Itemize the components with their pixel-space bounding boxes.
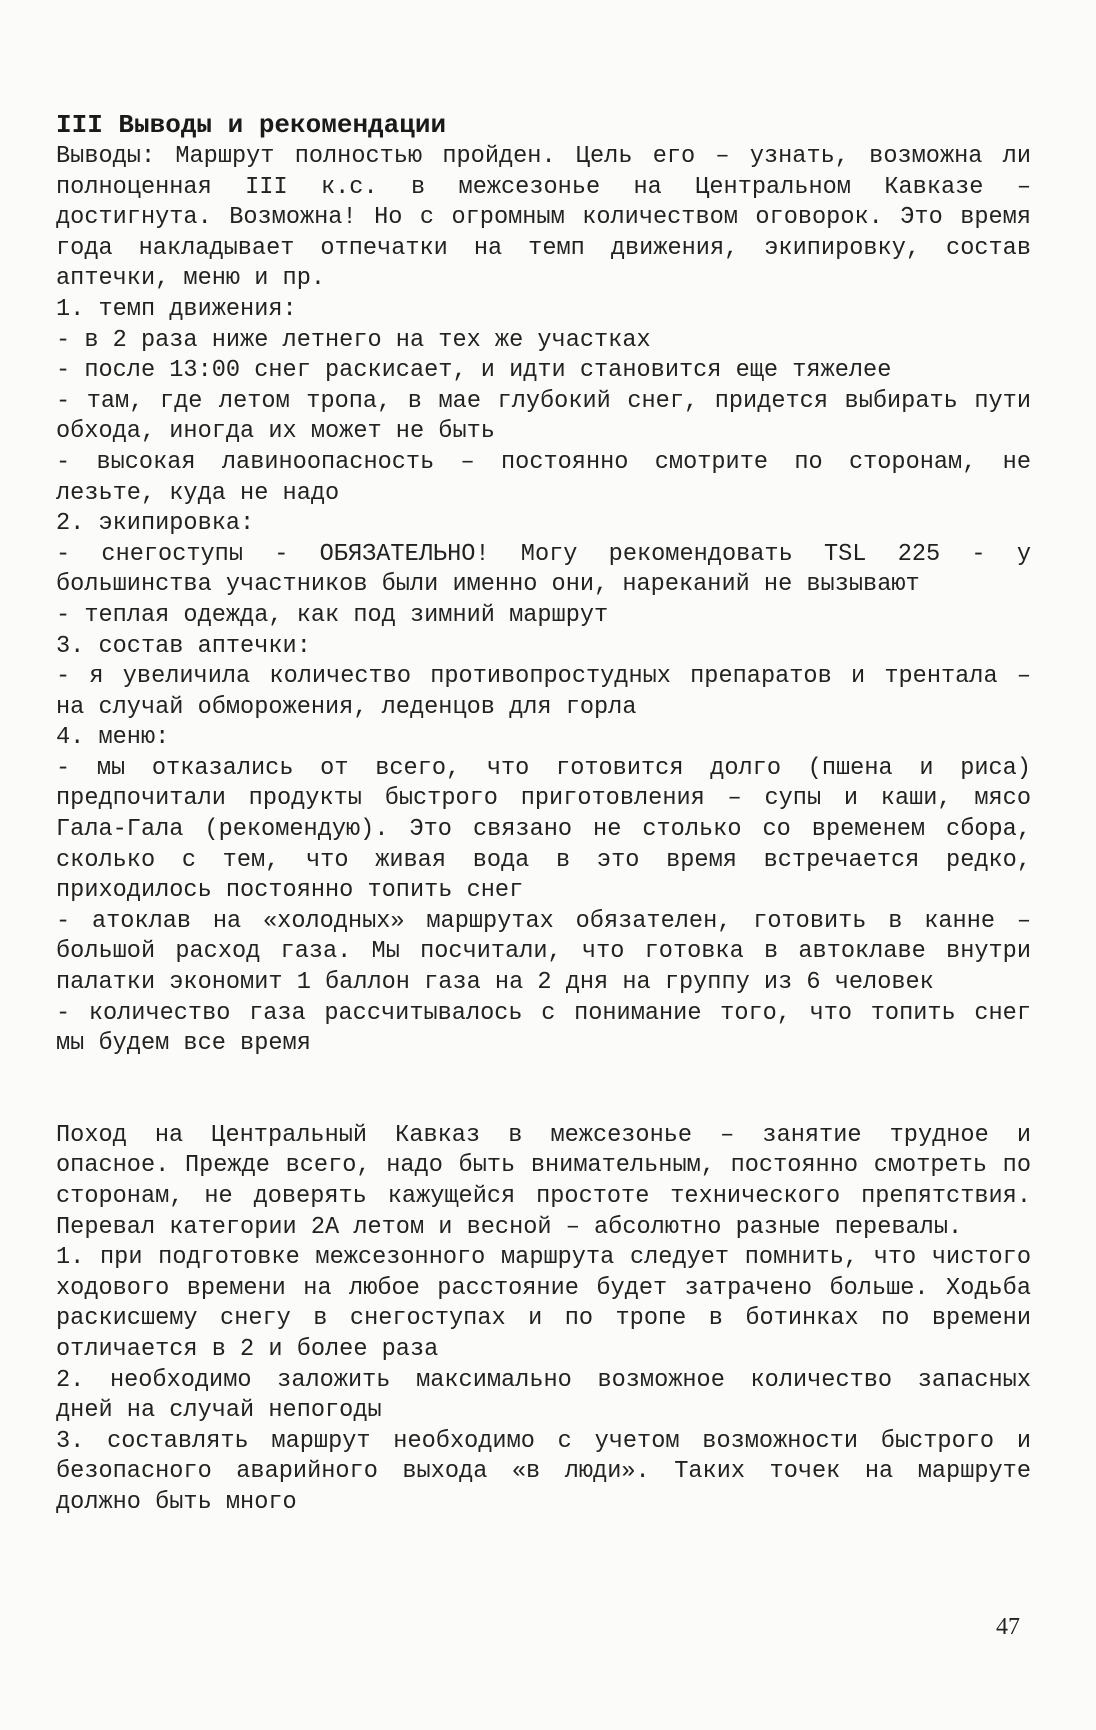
document-body	[56, 110, 1031, 1519]
list-item-avalanche: - высокая лавиноопасность – постоянно смотрите по сторонам, не лезьте, куда не надо	[56, 448, 1031, 507]
list-item-pace-snow: - после 13:00 снег раскисает, и идти становится еще тяжелее	[56, 357, 892, 385]
recommendation-item-1: 1. при подготовке межсезонного маршрута следует помнить, что чистого ходового времени на любое расстояние будет затрачено больше. Ходьба раскисшему снегу в снегоступах и по тропе в ботинках по времени отличается в 2 и более раза	[56, 1244, 1031, 1363]
list-item-menu-gas: - количество газа рассчитывалось с понимание того, что топить снег мы будем все время	[56, 999, 1031, 1058]
list-item-snowshoes: - снегоступы - ОБЯЗАТЕЛЬНО! Могу рекомендовать TSL 225 - у большинства участников были именно они, нареканий не вызывают	[56, 540, 1031, 599]
list-item-first-aid-detail: - я увеличила количество противопростудных препаратов и трентала – на случай обморожения, леденцов для горла	[56, 663, 1031, 721]
list-item-menu-fast-food: - мы отказались от всего, что готовится долго (пшена и риса) предпочитали продукты быстрого приготовления – супы и каши, мясо Гала-Гала (рекомендую). Это связано не столько со временем сбора, сколько с тем, что живая вода в это время встречается редко, приходилось постоянно топить снег	[56, 754, 1031, 905]
recommendations-paragraph: Поход на Центральный Кавказ в межсезонье – занятие трудное и опасное. Прежде всего, надо быть внимательным, постоянно смотреть по сторонам, не доверять кажущейся простоте технического препятствия. Перевал категории 2А летом и весной – абсолютно разные перевалы.	[56, 1121, 1031, 1241]
paragraph-gap	[56, 1060, 1031, 1121]
list-item-equipment: 2. экипировка:	[56, 510, 255, 538]
list-item-pace-deep-snow: - там, где летом тропа, в мае глубокий снег, придется выбирать пути обхода, иногда их может не быть	[56, 387, 1031, 446]
list-item-pace-half: - в 2 раза ниже летнего на тех же участках	[56, 326, 651, 354]
list-item-first-aid: 3. состав аптечки:	[56, 632, 311, 660]
list-item-menu: 4. меню:	[56, 724, 170, 752]
conclusions-paragraph: Выводы: Маршрут полностью пройден. Цель его – узнать, возможна ли полноценная III к.с. в межсезонье на Центральном Кавказе – достигнута. Возможна! Но с огромным количеством оговорок. Это время года накладывает отпечатки на темп движения, экипировку, состав аптечки, меню и пр.	[56, 143, 1031, 293]
section-heading: III Выводы и рекомендации	[56, 110, 447, 140]
recommendation-item-3: 3. составлять маршрут необходимо с учетом возможности быстрого и безопасного аварийного выхода «в люди». Таких точек на маршруте должно быть много	[56, 1427, 1031, 1516]
list-item-movement-pace: 1. темп движения:	[56, 295, 297, 323]
recommendation-item-2: 2. необходимо заложить максимально возможное количество запасных дней на случай непогоды	[56, 1366, 1031, 1425]
page-number: 47	[996, 1614, 1020, 1640]
list-item-warm-clothes: - теплая одежда, как под зимний маршрут	[56, 601, 609, 629]
list-item-menu-autoclave: - атоклав на «холодных» маршрутах обязателен, готовить в канне – большой расход газа. Мы посчитали, что готовка в автоклаве внутри палатки экономит 1 баллон газа на 2 дня на группу из 6 человек	[56, 907, 1031, 997]
